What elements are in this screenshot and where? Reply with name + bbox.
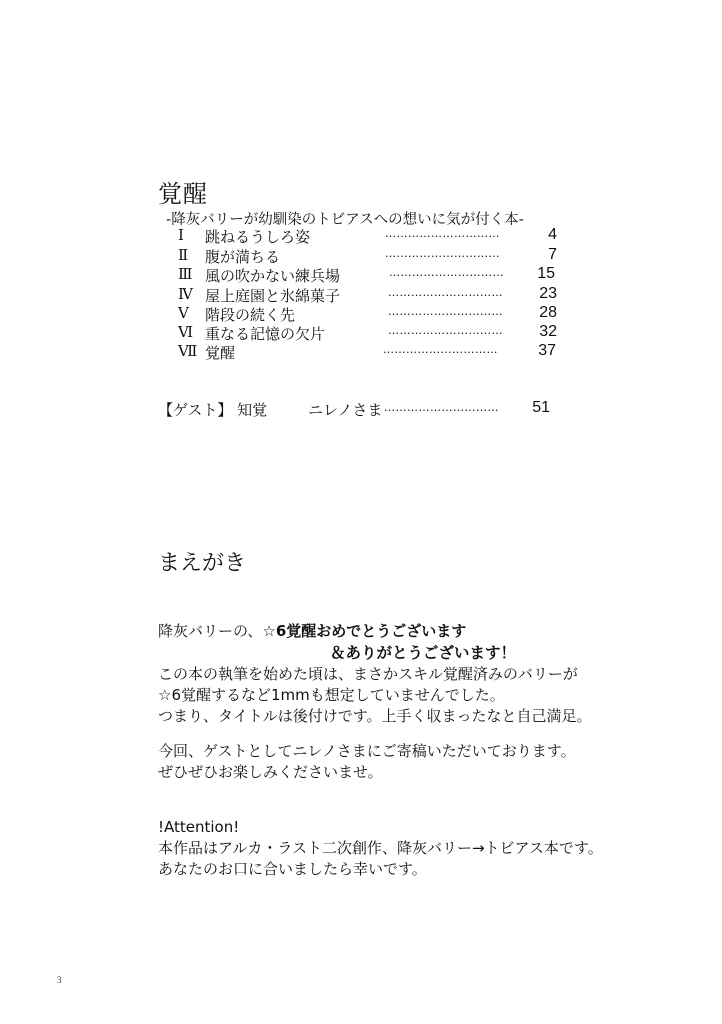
chapter-title: 腹が満ちる — [205, 248, 281, 266]
preface-line: ☆6覚醒するなど1mmも想定していませんでした。 — [158, 686, 505, 704]
leader-dots: ………………………… — [388, 324, 503, 337]
leader-dots: ………………………… — [388, 286, 503, 299]
preface-line — [158, 621, 466, 642]
chapter-page: 4 — [548, 226, 557, 243]
page-number: 3 — [57, 975, 62, 985]
chapter-title: 風の吹かない練兵場 — [205, 267, 341, 285]
attention-block — [158, 817, 603, 880]
preface-paragraph — [158, 741, 576, 783]
book-title: 覚醒 — [158, 180, 208, 208]
book-subtitle: -降灰バリーが幼馴染のトビアスへの想いに気が付く本- — [166, 212, 524, 228]
guest-page: 51 — [532, 399, 550, 416]
guest-author: ニレノさま — [308, 401, 383, 419]
chapter-number: Ⅵ — [178, 323, 194, 341]
leader-dots: ………………………… — [384, 401, 499, 414]
chapter-title: 跳ねるうしろ姿 — [205, 228, 311, 246]
preface-line: この本の執筆を始めた頃は、まさかスキル覚醒済みのバリーが — [158, 665, 578, 683]
toc-entry — [0, 323, 722, 343]
chapter-page: 32 — [539, 323, 557, 340]
preface-line: つまり、タイトルは後付けです。上手く収まったなと自己満足。 — [158, 707, 592, 725]
preface-emphasis: ☆6覚醒おめでとうございます — [262, 622, 467, 640]
chapter-title: 屋上庭園と氷綿菓子 — [205, 287, 341, 305]
chapter-title: 覚醒 — [205, 344, 236, 362]
preface-paragraph — [158, 664, 592, 727]
toc-entry — [0, 342, 722, 362]
preface-text: 降灰バリーの、 — [158, 622, 263, 640]
chapter-page: 28 — [539, 304, 557, 321]
leader-dots: ………………………… — [389, 266, 504, 279]
preface-thanks: ＆ありがとうございます！ — [330, 644, 517, 662]
chapter-number: Ⅲ — [178, 265, 193, 283]
toc-entry — [0, 265, 722, 285]
attention-line: 本作品はアルカ・ラスト二次創作、降灰バリー→トビアス本です。 — [158, 839, 603, 857]
toc-entry — [0, 246, 722, 266]
chapter-number: Ⅰ — [178, 226, 184, 244]
preface-line: ぜひぜひお楽しみくださいませ。 — [158, 763, 383, 781]
chapter-title: 階段の続く先 — [205, 306, 296, 324]
leader-dots: ………………………… — [385, 227, 500, 240]
chapter-number: Ⅶ — [178, 342, 198, 360]
chapter-page: 15 — [537, 265, 555, 282]
leader-dots: ………………………… — [383, 343, 498, 356]
chapter-number: Ⅱ — [178, 246, 189, 264]
chapter-number: Ⅳ — [178, 285, 193, 303]
chapter-page: 23 — [539, 285, 557, 302]
guest-label: 【ゲスト】 知覚 — [158, 401, 268, 419]
toc-entry — [0, 226, 722, 246]
leader-dots: ………………………… — [388, 305, 503, 318]
chapter-page: 37 — [538, 342, 556, 359]
leader-dots: ………………………… — [385, 247, 500, 260]
attention-heading: !Attention! — [158, 818, 240, 836]
attention-line: あなたのお口に合いましたら幸いです。 — [158, 860, 427, 878]
chapter-number: Ⅴ — [178, 304, 189, 322]
chapter-title: 重なる記憶の欠片 — [205, 325, 326, 343]
preface-line: 今回、ゲストとしてニレノさまにご寄稿いただいております。 — [158, 742, 576, 760]
chapter-page: 7 — [548, 246, 557, 263]
preface-heading: まえがき — [158, 551, 247, 576]
toc-entry — [0, 304, 722, 324]
toc-entry — [0, 285, 722, 305]
